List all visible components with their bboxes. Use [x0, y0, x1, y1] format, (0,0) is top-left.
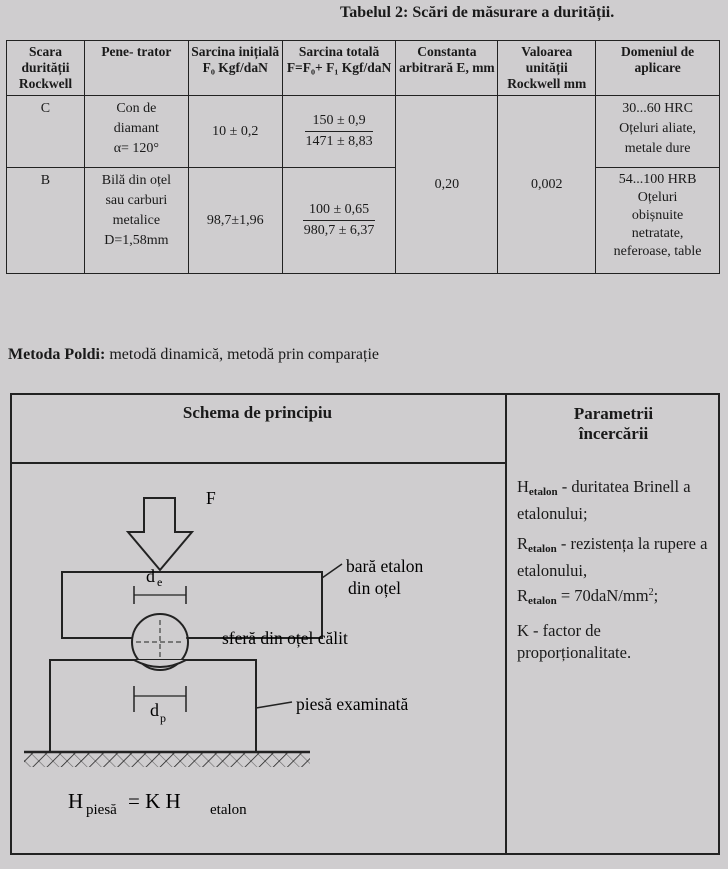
penetrator-line: metalice: [112, 213, 161, 228]
sphere-label: sferă din oțel călit: [222, 628, 348, 648]
domain-cell: [596, 96, 720, 168]
poldi-heading-bold: Metoda Poldi:: [8, 346, 106, 363]
piece-label: piesă examinată: [296, 694, 409, 714]
col-header-initial-load: Sarcina inițială F₀ Kgf/daN: [188, 41, 282, 96]
bar-label-line2: din oțel: [348, 578, 401, 598]
param-r2-tail: ;: [653, 586, 659, 605]
hardness-scales-table: [6, 40, 720, 274]
table-header-row: [7, 41, 720, 96]
total-load-kgf: 150 ± 0,9: [305, 111, 372, 132]
total-load-dan: 1471 ± 8,83: [305, 134, 373, 149]
penetrator-line: diamant: [113, 121, 159, 136]
total-load-fraction: [305, 111, 372, 152]
formula-equals-kh: = K H: [128, 789, 181, 813]
col-header-unit-value: Valoarea unității Rockwell mm: [498, 41, 596, 96]
penetrator-line: α= 120°: [113, 141, 160, 156]
formula-subscript-etalon: etalon: [210, 802, 247, 818]
param-h-etalon: [517, 476, 717, 525]
formula-subscript-piesa: piesă: [86, 802, 117, 818]
penetrator-line: D=1,58mm: [104, 233, 169, 248]
poldi-heading: [8, 346, 379, 364]
scale-cell: C: [7, 96, 85, 168]
force-label: F: [206, 488, 216, 508]
total-load-dan: 980,7 ± 6,37: [303, 223, 375, 238]
domain-line: 30...60 HRC: [622, 101, 693, 116]
initial-load-cell: [188, 168, 282, 274]
constant-value: 0,20: [434, 176, 460, 192]
piece-leader-line: [256, 702, 292, 708]
schema-title: Schema de principiu: [182, 403, 333, 422]
unit-value-cell: [498, 96, 596, 274]
domain-line: Oțeluri: [637, 190, 678, 205]
total-load-kgf: 100 ± 0,65: [303, 200, 375, 221]
dp-label: d: [150, 700, 159, 720]
initial-load-value: 98,7±1,96: [206, 212, 264, 228]
col-header-penetrator: Pene- trator: [84, 41, 188, 96]
table-title: Tabelul 2: Scări de măsurare a durității.: [340, 4, 615, 21]
penetrator-line: sau carburi: [105, 193, 168, 208]
param-r-symbol: R: [517, 534, 529, 553]
table-row: [7, 168, 720, 274]
params-list: [517, 476, 717, 672]
params-title-line: încercării: [578, 424, 649, 443]
bar-leader-line: [322, 564, 342, 578]
param-r-description: - rezistența la rupere a etalonului,: [517, 534, 708, 580]
param-r-etalon: [517, 533, 717, 612]
force-arrow-icon: [128, 498, 192, 570]
param-r2-subscript: etalon: [528, 595, 557, 607]
param-r2-symbol: R: [517, 586, 529, 605]
domain-line: neferoase, table: [613, 244, 702, 259]
domain-cell: [596, 168, 720, 274]
param-h-subscript: etalon: [528, 486, 558, 498]
piece-indentation: [134, 660, 186, 667]
col-header-domain: Domeniul de aplicare: [596, 41, 720, 96]
initial-load-cell: [188, 96, 282, 168]
unit-value: 0,002: [530, 176, 563, 192]
col-header-constant: Constanta arbitrară E, mm: [396, 41, 498, 96]
scale-cell: B: [7, 168, 85, 274]
total-load-cell: [282, 168, 396, 274]
dp-subscript: p: [160, 711, 166, 725]
col-header-total-load: Sarcina totală F=F₀+ F₁ Kgf/daN: [282, 41, 396, 96]
table-row: [7, 96, 720, 168]
formula-h: H: [68, 789, 84, 813]
total-load-cell: [282, 96, 396, 168]
param-r2-value: = 70daN/mm: [556, 586, 649, 605]
params-title: [507, 404, 720, 444]
de-label: d: [146, 566, 155, 586]
domain-line: Oțeluri aliate,: [619, 121, 697, 136]
domain-line: obișnuite: [631, 208, 684, 223]
bar-label-line1: bară etalon: [346, 556, 424, 576]
constant-cell: [396, 96, 498, 274]
col-header-scale: Scara durității Rockwell: [7, 41, 85, 96]
param-h-description: - duritatea Brinell a etalonului;: [517, 477, 691, 523]
initial-load-value: 10 ± 0,2: [212, 123, 259, 139]
penetrator-line: Con de: [116, 101, 157, 116]
penetrator-line: Bilă din oțel: [101, 173, 171, 188]
de-subscript: e: [157, 575, 163, 589]
penetrator-cell: [84, 168, 188, 274]
param-r-subscript: etalon: [528, 543, 557, 555]
domain-line: metale dure: [624, 141, 691, 156]
param-h-symbol: H: [517, 477, 529, 496]
param-k-factor: K - factor de proporționalitate.: [517, 621, 632, 662]
total-load-fraction: [303, 200, 375, 241]
poldi-heading-rest: metodă dinamică, metodă prin comparație: [105, 346, 379, 363]
domain-line: netratate,: [631, 226, 684, 241]
penetrator-cell: [84, 96, 188, 168]
poldi-principle-diagram: [10, 464, 505, 856]
param-r2-exponent: 2: [648, 587, 654, 598]
domain-line: 54...100 HRB: [618, 172, 697, 187]
params-title-line: Parametrii: [573, 404, 654, 423]
